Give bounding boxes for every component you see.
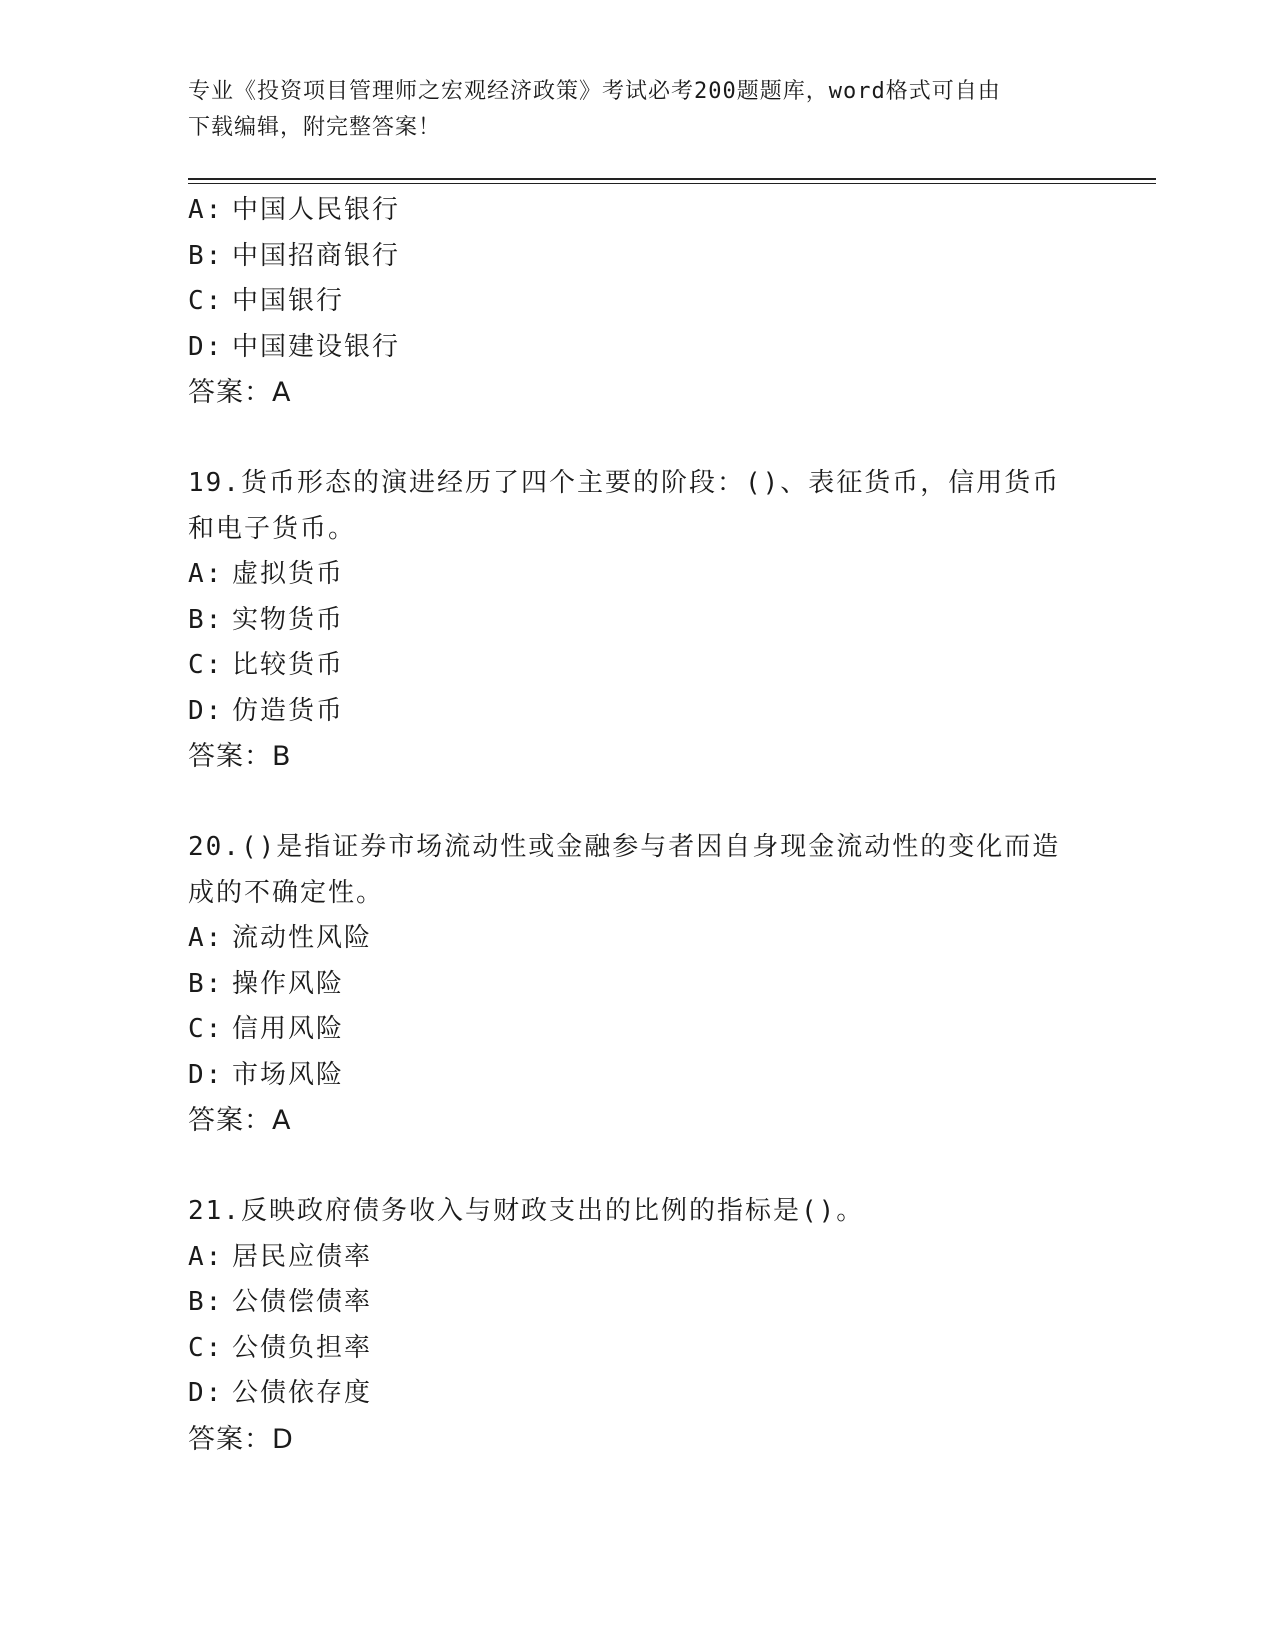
option-d — [188, 689, 1088, 735]
option-text: 中国银行 — [232, 286, 345, 316]
option-d — [188, 325, 1088, 371]
option-b — [188, 1280, 1088, 1326]
option-label: D: — [188, 331, 224, 362]
question-18-block — [188, 188, 1088, 416]
header-divider-thin — [188, 183, 1156, 184]
question-stem-line-1: 20.()是指证券市场流动性或金融参与者因自身现金流动性的变化而造 — [188, 832, 1061, 862]
option-c — [188, 1007, 1088, 1053]
document-header — [188, 74, 1068, 146]
option-label: D: — [188, 1378, 224, 1408]
option-text: 公债依存度 — [232, 1378, 373, 1408]
option-label: B: — [188, 1287, 224, 1317]
question-stem-line-2: 和电子货币。 — [188, 513, 357, 544]
option-label: D: — [188, 695, 224, 726]
option-text: 公债负担率 — [232, 1332, 373, 1363]
option-text: 中国建设银行 — [232, 331, 401, 362]
question-stem-line-1: 19.货币形态的演进经历了四个主要的阶段：()、表征货币，信用货币 — [188, 468, 1061, 498]
option-label: A: — [188, 1241, 224, 1272]
option-text: 中国人民银行 — [232, 195, 401, 225]
question-19-block — [188, 461, 1088, 780]
option-label: B: — [188, 968, 224, 999]
option-a — [188, 188, 1088, 234]
question-content — [188, 188, 1088, 1462]
option-d — [188, 1053, 1088, 1099]
option-text: 中国招商银行 — [232, 240, 401, 271]
option-c — [188, 279, 1088, 325]
option-b — [188, 962, 1088, 1008]
spacer — [188, 780, 1088, 826]
option-label: C: — [188, 286, 224, 316]
option-label: B: — [188, 240, 224, 271]
option-text: 居民应债率 — [232, 1241, 373, 1272]
option-label: C: — [188, 1014, 224, 1044]
answer-line: 答案：A — [188, 1105, 292, 1136]
option-c — [188, 643, 1088, 689]
spacer — [188, 1144, 1088, 1190]
answer-line: 答案：D — [188, 1423, 294, 1455]
answer-line: 答案：B — [188, 741, 292, 772]
header-line-2: 下载编辑，附完整答案！ — [188, 115, 442, 140]
question-20-block — [188, 825, 1088, 1144]
option-text: 实物货币 — [232, 604, 345, 635]
option-text: 仿造货币 — [232, 695, 345, 726]
option-label: A: — [188, 559, 224, 589]
option-c — [188, 1326, 1088, 1372]
option-text: 市场风险 — [232, 1059, 345, 1090]
option-text: 操作风险 — [232, 968, 345, 999]
option-label: C: — [188, 650, 224, 680]
option-text: 虚拟货币 — [232, 559, 345, 589]
question-stem-line-2: 成的不确定性。 — [188, 877, 385, 908]
option-label: A: — [188, 923, 224, 953]
spacer — [188, 416, 1088, 462]
option-text: 比较货币 — [232, 650, 345, 680]
option-d — [188, 1371, 1088, 1417]
option-b — [188, 598, 1088, 644]
option-text: 信用风险 — [232, 1014, 345, 1044]
answer-line: 答案：A — [188, 377, 292, 408]
option-b — [188, 234, 1088, 280]
header-line-1: 专业《投资项目管理师之宏观经济政策》考试必考200题题库，word格式可自由 — [188, 79, 1001, 104]
option-a — [188, 916, 1088, 962]
option-a — [188, 552, 1088, 598]
header-divider-thick — [188, 178, 1156, 180]
option-text: 公债偿债率 — [232, 1287, 373, 1317]
question-stem-line-1: 21.反映政府债务收入与财政支出的比例的指标是()。 — [188, 1196, 865, 1226]
option-label: D: — [188, 1059, 224, 1090]
option-a — [188, 1235, 1088, 1281]
option-label: A: — [188, 195, 224, 225]
option-label: B: — [188, 604, 224, 635]
question-21-block — [188, 1189, 1088, 1462]
option-text: 流动性风险 — [232, 923, 373, 953]
option-label: C: — [188, 1332, 224, 1363]
